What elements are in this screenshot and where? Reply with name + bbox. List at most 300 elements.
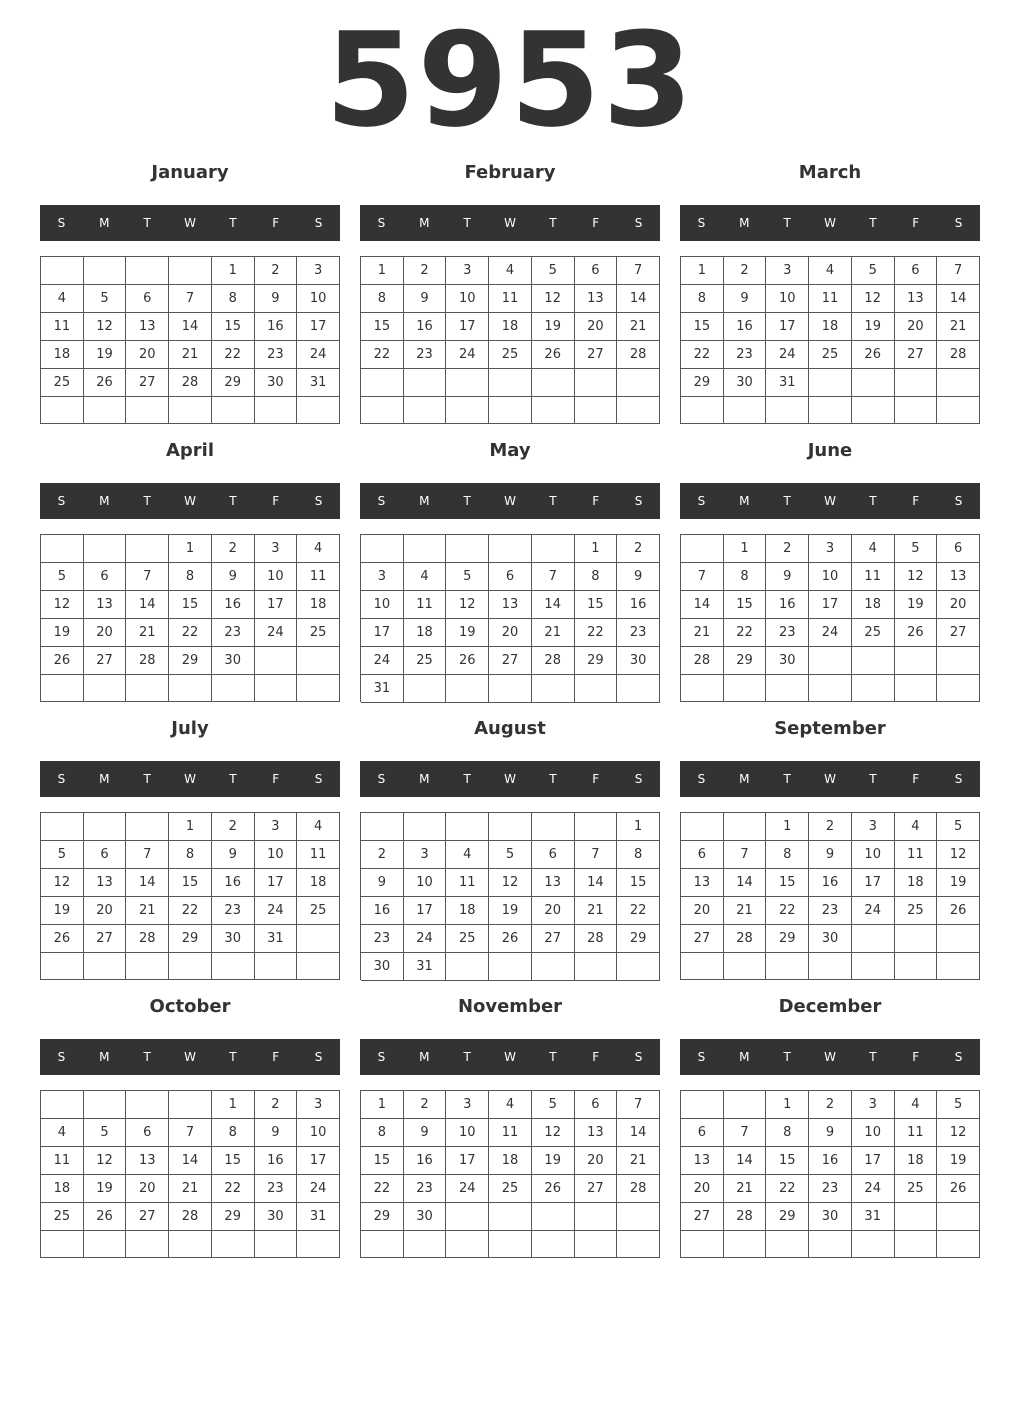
day-cell: 2	[766, 535, 809, 563]
day-cell: 28	[681, 647, 724, 675]
day-cell: 1	[766, 1091, 809, 1119]
day-cell: 17	[255, 869, 298, 897]
day-cell: 13	[681, 869, 724, 897]
day-cell: 21	[169, 1175, 212, 1203]
day-cell: 21	[169, 341, 212, 369]
weekday-label: F	[272, 494, 280, 508]
day-cell: 12	[41, 869, 84, 897]
day-cell: 10	[852, 841, 895, 869]
day-cell: 13	[126, 313, 169, 341]
empty-day-cell	[617, 397, 660, 425]
empty-day-cell	[617, 953, 660, 981]
day-cell: 19	[852, 313, 895, 341]
day-cell: 12	[532, 1119, 575, 1147]
day-cell: 29	[575, 647, 618, 675]
weekday-label: S	[954, 1050, 963, 1064]
day-cell: 24	[297, 1175, 340, 1203]
day-cell: 27	[84, 647, 127, 675]
weekday-label: F	[592, 216, 600, 230]
weekday-label: F	[592, 1050, 600, 1064]
day-cell: 25	[895, 1175, 938, 1203]
weekday-label: S	[314, 216, 323, 230]
day-cell: 15	[724, 591, 767, 619]
empty-day-cell	[617, 675, 660, 703]
day-cell: 11	[297, 841, 340, 869]
empty-day-cell	[212, 397, 255, 424]
day-cell: 28	[126, 925, 169, 953]
day-cell: 2	[212, 813, 255, 841]
empty-day-cell	[404, 535, 447, 563]
day-cell: 3	[852, 1091, 895, 1119]
day-cell: 30	[809, 925, 852, 953]
day-cell: 24	[255, 619, 298, 647]
empty-day-cell	[681, 1091, 724, 1119]
empty-day-cell	[489, 1231, 532, 1258]
day-cell: 16	[212, 869, 255, 897]
day-cell: 21	[681, 619, 724, 647]
day-cell: 1	[575, 535, 618, 563]
empty-day-cell	[126, 1231, 169, 1258]
empty-day-cell	[404, 813, 447, 841]
days-grid	[680, 534, 980, 702]
day-cell: 28	[617, 341, 660, 369]
day-cell: 22	[575, 619, 618, 647]
empty-day-cell	[617, 1203, 660, 1231]
month-name: April	[165, 440, 215, 461]
empty-day-cell	[575, 675, 618, 703]
day-cell: 18	[489, 313, 532, 341]
day-cell: 8	[361, 1119, 404, 1147]
day-cell: 12	[852, 285, 895, 313]
day-cell: 26	[489, 925, 532, 953]
day-cell: 5	[41, 563, 84, 591]
weekday-label: T	[869, 494, 877, 508]
day-cell: 26	[84, 369, 127, 397]
day-cell: 30	[724, 369, 767, 397]
days-grid	[360, 534, 660, 702]
day-cell: 25	[297, 897, 340, 925]
empty-day-cell	[724, 813, 767, 841]
day-cell: 25	[809, 341, 852, 369]
day-cell: 20	[575, 1147, 618, 1175]
day-cell: 15	[766, 869, 809, 897]
day-cell: 3	[809, 535, 852, 563]
day-cell: 23	[809, 897, 852, 925]
empty-day-cell	[169, 1091, 212, 1119]
day-cell: 8	[169, 563, 212, 591]
empty-day-cell	[41, 257, 84, 285]
day-cell: 23	[212, 619, 255, 647]
empty-day-cell	[126, 813, 169, 841]
empty-day-cell	[489, 369, 532, 397]
day-cell: 4	[297, 535, 340, 563]
day-cell: 12	[532, 285, 575, 313]
day-cell: 10	[446, 285, 489, 313]
day-cell: 4	[404, 563, 447, 591]
day-cell: 20	[126, 341, 169, 369]
day-cell: 25	[489, 1175, 532, 1203]
empty-day-cell	[297, 675, 340, 702]
day-cell: 4	[852, 535, 895, 563]
day-cell: 15	[681, 313, 724, 341]
days-grid	[360, 1090, 660, 1258]
day-cell: 24	[852, 897, 895, 925]
empty-day-cell	[255, 675, 298, 702]
day-cell: 16	[766, 591, 809, 619]
empty-day-cell	[446, 1203, 489, 1231]
month-name: February	[464, 162, 556, 183]
day-cell: 29	[169, 925, 212, 953]
empty-day-cell	[852, 1231, 895, 1258]
empty-day-cell	[404, 675, 447, 703]
weekday-label: W	[504, 216, 516, 230]
day-cell: 9	[809, 1119, 852, 1147]
day-cell: 21	[724, 1175, 767, 1203]
empty-day-cell	[681, 535, 724, 563]
empty-day-cell	[41, 397, 84, 424]
day-cell: 25	[446, 925, 489, 953]
empty-day-cell	[41, 1231, 84, 1258]
day-cell: 3	[852, 813, 895, 841]
day-cell: 4	[895, 1091, 938, 1119]
empty-day-cell	[212, 953, 255, 980]
day-cell: 31	[297, 369, 340, 397]
empty-day-cell	[532, 1231, 575, 1258]
day-cell: 21	[126, 897, 169, 925]
day-cell: 4	[41, 285, 84, 313]
day-cell: 31	[361, 675, 404, 703]
empty-day-cell	[852, 397, 895, 424]
weekday-label: T	[143, 494, 151, 508]
empty-day-cell	[41, 675, 84, 702]
day-cell: 13	[84, 869, 127, 897]
day-cell: 23	[404, 1175, 447, 1203]
empty-day-cell	[41, 1091, 84, 1119]
empty-day-cell	[255, 953, 298, 980]
day-cell: 15	[212, 313, 255, 341]
day-cell: 26	[937, 897, 980, 925]
day-cell: 6	[489, 563, 532, 591]
day-cell: 22	[212, 341, 255, 369]
day-cell: 7	[681, 563, 724, 591]
day-cell: 25	[404, 647, 447, 675]
day-cell: 17	[255, 591, 298, 619]
day-cell: 14	[575, 869, 618, 897]
day-cell: 20	[489, 619, 532, 647]
month-name: September	[774, 718, 886, 739]
day-cell: 12	[937, 841, 980, 869]
day-cell: 19	[937, 869, 980, 897]
day-cell: 1	[212, 1091, 255, 1119]
day-cell: 11	[895, 1119, 938, 1147]
day-cell: 26	[532, 1175, 575, 1203]
day-cell: 26	[446, 647, 489, 675]
day-cell: 4	[489, 257, 532, 285]
day-cell: 3	[255, 535, 298, 563]
day-cell: 18	[404, 619, 447, 647]
empty-day-cell	[809, 675, 852, 702]
day-cell: 11	[489, 285, 532, 313]
day-cell: 23	[809, 1175, 852, 1203]
day-cell: 19	[489, 897, 532, 925]
empty-day-cell	[84, 953, 127, 980]
weekday-label: M	[419, 494, 430, 508]
day-cell: 14	[681, 591, 724, 619]
empty-day-cell	[937, 1231, 980, 1258]
month-name: December	[778, 996, 882, 1017]
day-cell: 16	[724, 313, 767, 341]
day-cell: 6	[84, 563, 127, 591]
weekday-header	[360, 761, 660, 797]
day-cell: 15	[212, 1147, 255, 1175]
day-cell: 9	[361, 869, 404, 897]
day-cell: 20	[937, 591, 980, 619]
day-cell: 30	[212, 647, 255, 675]
day-cell: 6	[895, 257, 938, 285]
day-cell: 22	[361, 341, 404, 369]
day-cell: 9	[255, 1119, 298, 1147]
empty-day-cell	[724, 953, 767, 980]
day-cell: 25	[852, 619, 895, 647]
empty-day-cell	[937, 647, 980, 675]
day-cell: 18	[297, 869, 340, 897]
weekday-label: W	[824, 216, 836, 230]
empty-day-cell	[361, 369, 404, 397]
day-cell: 20	[575, 313, 618, 341]
empty-day-cell	[489, 535, 532, 563]
day-cell: 9	[212, 841, 255, 869]
day-cell: 5	[937, 1091, 980, 1119]
day-cell: 11	[489, 1119, 532, 1147]
day-cell: 5	[84, 285, 127, 313]
day-cell: 19	[937, 1147, 980, 1175]
weekday-header	[40, 1039, 340, 1075]
day-cell: 9	[809, 841, 852, 869]
day-cell: 22	[361, 1175, 404, 1203]
day-cell: 21	[724, 897, 767, 925]
empty-day-cell	[809, 647, 852, 675]
day-cell: 20	[895, 313, 938, 341]
day-cell: 8	[617, 841, 660, 869]
day-cell: 15	[169, 591, 212, 619]
weekday-label: T	[229, 216, 237, 230]
empty-day-cell	[126, 397, 169, 424]
day-cell: 19	[84, 341, 127, 369]
day-cell: 3	[446, 1091, 489, 1119]
weekday-label: T	[549, 772, 557, 786]
empty-day-cell	[126, 535, 169, 563]
empty-day-cell	[212, 675, 255, 702]
empty-day-cell	[84, 813, 127, 841]
empty-day-cell	[126, 257, 169, 285]
day-cell: 10	[766, 285, 809, 313]
day-cell: 23	[766, 619, 809, 647]
empty-day-cell	[852, 675, 895, 702]
empty-day-cell	[809, 1231, 852, 1258]
day-cell: 2	[724, 257, 767, 285]
day-cell: 18	[809, 313, 852, 341]
day-cell: 11	[404, 591, 447, 619]
day-cell: 21	[617, 1147, 660, 1175]
empty-day-cell	[446, 369, 489, 397]
empty-day-cell	[169, 257, 212, 285]
day-cell: 8	[766, 1119, 809, 1147]
day-cell: 8	[724, 563, 767, 591]
day-cell: 30	[361, 953, 404, 981]
empty-day-cell	[852, 953, 895, 980]
weekday-label: W	[184, 494, 196, 508]
month-name: May	[489, 440, 531, 461]
day-cell: 19	[895, 591, 938, 619]
day-cell: 9	[212, 563, 255, 591]
day-cell: 23	[212, 897, 255, 925]
day-cell: 16	[212, 591, 255, 619]
day-cell: 1	[212, 257, 255, 285]
empty-day-cell	[937, 925, 980, 953]
day-cell: 22	[169, 619, 212, 647]
weekday-label: S	[377, 216, 386, 230]
weekday-label: M	[99, 216, 110, 230]
day-cell: 14	[169, 1147, 212, 1175]
day-cell: 12	[489, 869, 532, 897]
day-cell: 24	[852, 1175, 895, 1203]
day-cell: 2	[255, 1091, 298, 1119]
day-cell: 31	[297, 1203, 340, 1231]
day-cell: 20	[84, 619, 127, 647]
weekday-label: S	[377, 772, 386, 786]
day-cell: 1	[169, 813, 212, 841]
weekday-label: T	[229, 494, 237, 508]
day-cell: 2	[809, 1091, 852, 1119]
day-cell: 11	[297, 563, 340, 591]
day-cell: 2	[361, 841, 404, 869]
empty-day-cell	[937, 675, 980, 702]
empty-day-cell	[895, 1203, 938, 1231]
day-cell: 8	[212, 285, 255, 313]
day-cell: 28	[724, 925, 767, 953]
weekday-label: T	[143, 1050, 151, 1064]
empty-day-cell	[895, 397, 938, 424]
weekday-label: T	[463, 494, 471, 508]
day-cell: 24	[446, 341, 489, 369]
day-cell: 10	[297, 285, 340, 313]
day-cell: 16	[809, 1147, 852, 1175]
empty-day-cell	[766, 1231, 809, 1258]
day-cell: 13	[489, 591, 532, 619]
month-name: March	[798, 162, 862, 183]
day-cell: 7	[532, 563, 575, 591]
day-cell: 14	[724, 869, 767, 897]
day-cell: 6	[84, 841, 127, 869]
weekday-label: F	[272, 772, 280, 786]
weekday-label: S	[57, 494, 66, 508]
empty-day-cell	[575, 953, 618, 981]
day-cell: 8	[361, 285, 404, 313]
day-cell: 17	[852, 869, 895, 897]
empty-day-cell	[575, 813, 618, 841]
day-cell: 21	[575, 897, 618, 925]
empty-day-cell	[255, 647, 298, 675]
empty-day-cell	[446, 953, 489, 981]
empty-day-cell	[895, 925, 938, 953]
day-cell: 29	[681, 369, 724, 397]
day-cell: 5	[446, 563, 489, 591]
weekday-header	[40, 483, 340, 519]
day-cell: 9	[617, 563, 660, 591]
day-cell: 13	[575, 285, 618, 313]
day-cell: 31	[404, 953, 447, 981]
day-cell: 9	[766, 563, 809, 591]
day-cell: 6	[681, 1119, 724, 1147]
day-cell: 27	[489, 647, 532, 675]
day-cell: 22	[617, 897, 660, 925]
empty-day-cell	[681, 1231, 724, 1258]
days-grid	[40, 1090, 340, 1258]
day-cell: 26	[895, 619, 938, 647]
day-cell: 14	[126, 869, 169, 897]
weekday-label: F	[592, 772, 600, 786]
day-cell: 17	[297, 1147, 340, 1175]
weekday-label: W	[184, 772, 196, 786]
weekday-label: S	[697, 772, 706, 786]
day-cell: 25	[489, 341, 532, 369]
day-cell: 24	[255, 897, 298, 925]
empty-day-cell	[895, 369, 938, 397]
day-cell: 26	[84, 1203, 127, 1231]
day-cell: 30	[617, 647, 660, 675]
day-cell: 19	[532, 1147, 575, 1175]
day-cell: 19	[84, 1175, 127, 1203]
weekday-label: M	[739, 494, 750, 508]
day-cell: 23	[617, 619, 660, 647]
empty-day-cell	[532, 397, 575, 425]
day-cell: 12	[41, 591, 84, 619]
empty-day-cell	[169, 953, 212, 980]
day-cell: 23	[255, 1175, 298, 1203]
weekday-label: T	[869, 216, 877, 230]
day-cell: 1	[169, 535, 212, 563]
day-cell: 1	[766, 813, 809, 841]
weekday-label: F	[912, 494, 920, 508]
day-cell: 22	[766, 897, 809, 925]
day-cell: 28	[617, 1175, 660, 1203]
day-cell: 10	[404, 869, 447, 897]
empty-day-cell	[895, 647, 938, 675]
day-cell: 26	[41, 647, 84, 675]
empty-day-cell	[404, 369, 447, 397]
day-cell: 30	[809, 1203, 852, 1231]
empty-day-cell	[724, 397, 767, 424]
empty-day-cell	[126, 675, 169, 702]
day-cell: 31	[255, 925, 298, 953]
empty-day-cell	[532, 953, 575, 981]
day-cell: 8	[212, 1119, 255, 1147]
day-cell: 15	[617, 869, 660, 897]
day-cell: 5	[489, 841, 532, 869]
day-cell: 3	[446, 257, 489, 285]
weekday-label: T	[463, 216, 471, 230]
day-cell: 28	[532, 647, 575, 675]
day-cell: 5	[532, 257, 575, 285]
empty-day-cell	[169, 397, 212, 424]
day-cell: 23	[724, 341, 767, 369]
empty-day-cell	[681, 813, 724, 841]
day-cell: 27	[937, 619, 980, 647]
day-cell: 15	[575, 591, 618, 619]
day-cell: 17	[809, 591, 852, 619]
days-grid	[40, 256, 340, 424]
day-cell: 22	[766, 1175, 809, 1203]
